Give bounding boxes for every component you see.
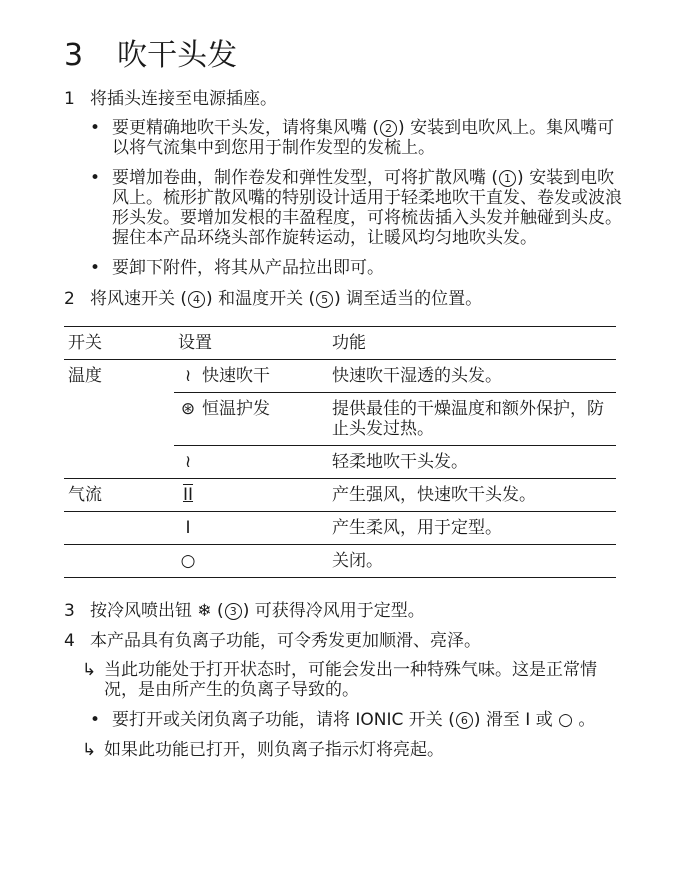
result-note: ↳ 如果此功能已打开，则负离子指示灯将亮起。 bbox=[82, 740, 444, 760]
bullet-item: • 要卸下附件，将其从产品拉出即可。 bbox=[90, 258, 384, 278]
header-switch: 开关 bbox=[64, 327, 174, 360]
settings-table bbox=[64, 326, 616, 578]
section-heading bbox=[64, 30, 624, 74]
step-4: 4 本产品具有负离子功能，可令秀发更加顺滑、亮泽。 bbox=[64, 631, 481, 651]
snowflake-icon: ❄ bbox=[197, 601, 212, 621]
bullet-dot-icon: • bbox=[90, 710, 101, 730]
result-arrow-icon: ↳ bbox=[82, 740, 97, 760]
step-1-bullets bbox=[90, 118, 624, 278]
header-function: 功能 bbox=[328, 327, 616, 360]
ref-circle: 4 bbox=[188, 291, 205, 308]
table-row: ≀ 轻柔地吹干头发。 bbox=[64, 446, 616, 479]
header-setting: 设置 bbox=[174, 327, 328, 360]
ref-circle: 6 bbox=[456, 712, 473, 729]
bullet-dot-icon: • bbox=[90, 168, 101, 188]
ref-circle: 1 bbox=[499, 170, 516, 187]
ref-circle: 2 bbox=[380, 120, 397, 137]
step-4-bullets bbox=[82, 660, 624, 760]
table-row: ⊛ 恒温护发 提供最佳的干燥温度和额外保护，防止头发过热。 bbox=[64, 393, 616, 446]
bullet-item: • 要更精确地吹干头发，请将集风嘴 ( 2 ) 安装到电吹风上。集风嘴可以将气流集中到您用于制作发型的发梳上。 bbox=[90, 118, 615, 158]
bullet-item: • 要增加卷曲，制作卷发和弹性发型，可将扩散风嘴 ( 1 ) 安装到电吹风上。梳形扩散风嘴的特别设计适用于轻柔地吹干直发、卷发或波浪形头发。要增加发根的丰盈程度，可将梳齿插入头发并触碰到头皮。握住本产品环绕头部作旋转运动，让暖风均匀地吹头发。 bbox=[90, 168, 622, 248]
speed-two-icon: II bbox=[182, 485, 194, 505]
table-header-row bbox=[64, 327, 616, 360]
off-position-icon: ○ bbox=[558, 710, 573, 730]
ref-circle: 5 bbox=[316, 291, 333, 308]
step-number: 4 bbox=[64, 631, 75, 651]
hot-wave-icon: ≀ bbox=[184, 366, 192, 386]
section-number: 3 bbox=[64, 38, 84, 73]
bullet-dot-icon: • bbox=[90, 258, 101, 278]
step-3: 3 按冷风喷出钮 ❄ ( 3 ) 可获得冷风用于定型。 bbox=[64, 601, 425, 621]
off-icon: ○ bbox=[180, 551, 196, 571]
step-number: 2 bbox=[64, 289, 75, 309]
result-arrow-icon: ↳ bbox=[82, 660, 97, 680]
step-2: 2 将风速开关 ( 4 ) 和温度开关 ( 5 ) 调至适当的位置。 bbox=[64, 289, 483, 309]
bullet-item: • 要打开或关闭负离子功能，请将 IONIC 开关 ( 6 ) 滑至 I 或 ○ 。 bbox=[90, 710, 596, 730]
ref-circle: 3 bbox=[225, 603, 242, 620]
table-row: 气流 II 产生强风，快速吹干头发。 bbox=[64, 479, 616, 512]
section-title: 吹干头发 bbox=[117, 38, 238, 73]
step-number: 3 bbox=[64, 601, 75, 621]
step-1 bbox=[64, 88, 624, 110]
table-row: ○ 关闭。 bbox=[64, 545, 616, 578]
table-row: I 产生柔风，用于定型。 bbox=[64, 512, 616, 545]
gentle-wave-icon: ≀ bbox=[184, 452, 192, 472]
table-row: 温度 ≀ 快速吹干 快速吹干湿透的头发。 bbox=[64, 360, 616, 393]
step-number: 1 bbox=[64, 89, 75, 109]
on-position-icon: I bbox=[525, 710, 531, 730]
thermo-protect-icon: ⊛ bbox=[180, 399, 196, 419]
speed-one-icon: I bbox=[185, 518, 191, 538]
bullet-dot-icon: • bbox=[90, 118, 101, 138]
step-text: 将插头连接至电源插座。 bbox=[90, 89, 277, 109]
result-note: ↳ 当此功能处于打开状态时，可能会发出一种特殊气味。这是正常情况，是由所产生的负离子导致的。 bbox=[82, 660, 597, 700]
manual-page bbox=[64, 30, 624, 770]
